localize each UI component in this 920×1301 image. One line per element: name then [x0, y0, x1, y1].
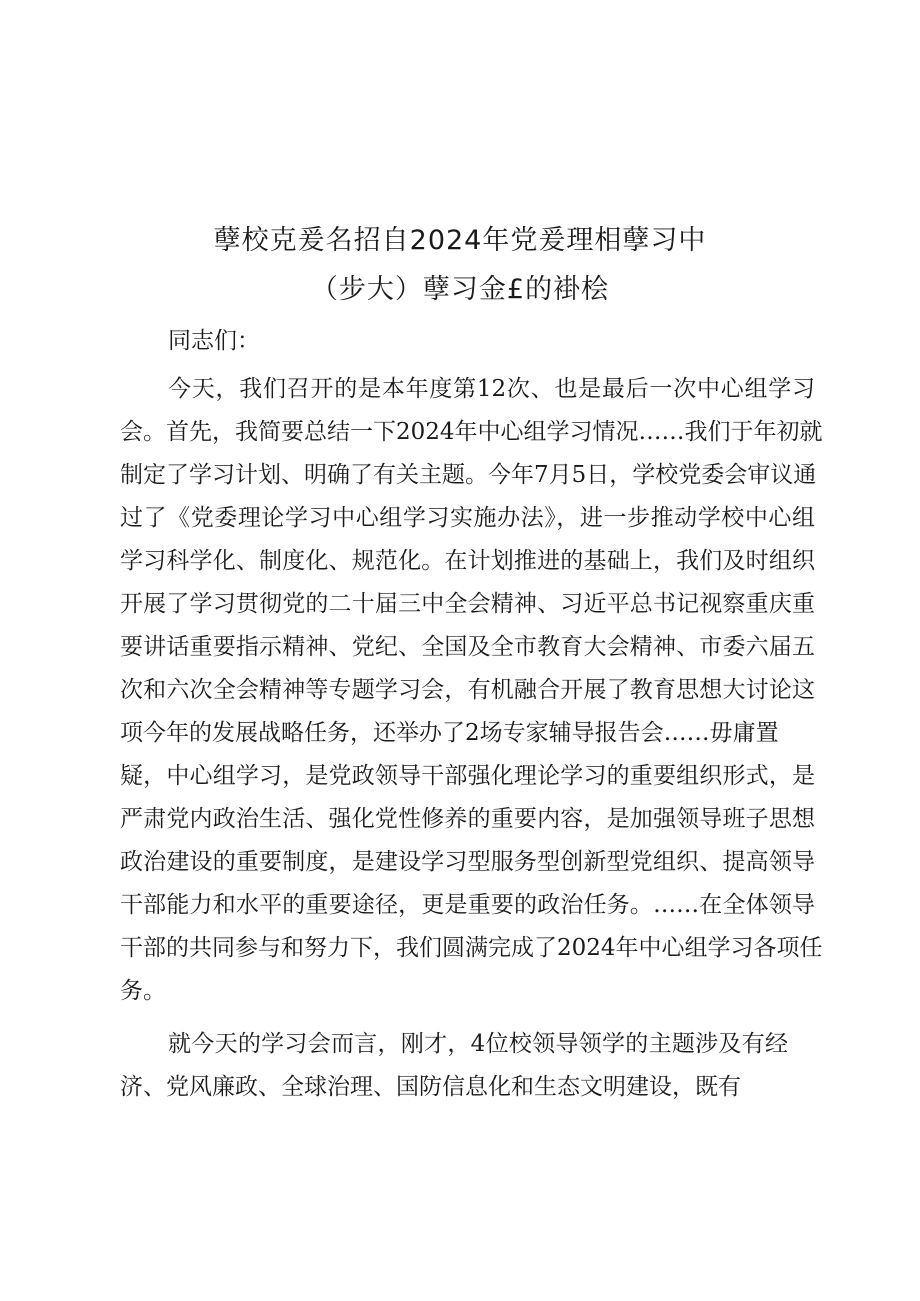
paragraph-line: 学习科学化、制度化、规范化。在计划推进的基础上，我们及时组织 [120, 548, 815, 574]
paragraph-line: 要讲话重要指示精神、党纪、全国及全市教育大会精神、市委六届五 [120, 634, 815, 660]
paragraph-line: 项今年的发展战略任务，还举办了2场专家辅导报告会……毋庸置 [120, 720, 779, 746]
paragraph-line: 严肃党内政治生活、强化党性修养的重要内容，是加强领导班子思想 [120, 806, 815, 832]
paragraph-line: 今天，我们召开的是本年度第12次、也是最后一次中心组学习 [168, 376, 815, 402]
paragraph-line: 次和六次全会精神等专题学习会，有机融合开展了教育思想大讨论这 [120, 677, 815, 703]
paragraph-line: 会。首先，我简要总结一下2024年中心组学习情况……我们于年初就 [120, 419, 823, 445]
paragraph-line: 制定了学习计划、明确了有关主题。今年7月5日，学校党委会审议通 [120, 462, 817, 488]
salutation: 同志们： [168, 328, 260, 354]
paragraph-line: 济、党风廉政、全球治理、国防信息化和生态文明建设，既有 [120, 1074, 741, 1100]
paragraph-line: 干部的共同参与和努力下，我们圆满完成了2024年中心组学习各项任 [120, 935, 823, 961]
paragraph-line: 务。 [120, 978, 166, 1004]
paragraph-line: 干部能力和水平的重要途径，更是重要的政治任务。……在全体领导 [120, 892, 815, 918]
document-title-line-2: （步大）孽习金£的褂桧 [310, 274, 610, 305]
paragraph-line: 开展了学习贯彻党的二十届三中全会精神、习近平总书记视察重庆重 [120, 591, 815, 617]
paragraph-line: 就今天的学习会而言，刚才，4位校领导领学的主题涉及有经 [168, 1031, 788, 1057]
paragraph-line: 政治建设的重要制度，是建设学习型服务型创新型党组织、提高领导 [120, 849, 815, 875]
document-title-line-1: 孽校克爰名招自2024年党爰理相孽习中 [213, 225, 707, 256]
paragraph-line: 疑，中心组学习，是党政领导干部强化理论学习的重要组织形式，是 [120, 763, 815, 789]
paragraph-line: 过了《党委理论学习中心组学习实施办法》，进一步推动学校中心组 [120, 505, 815, 531]
